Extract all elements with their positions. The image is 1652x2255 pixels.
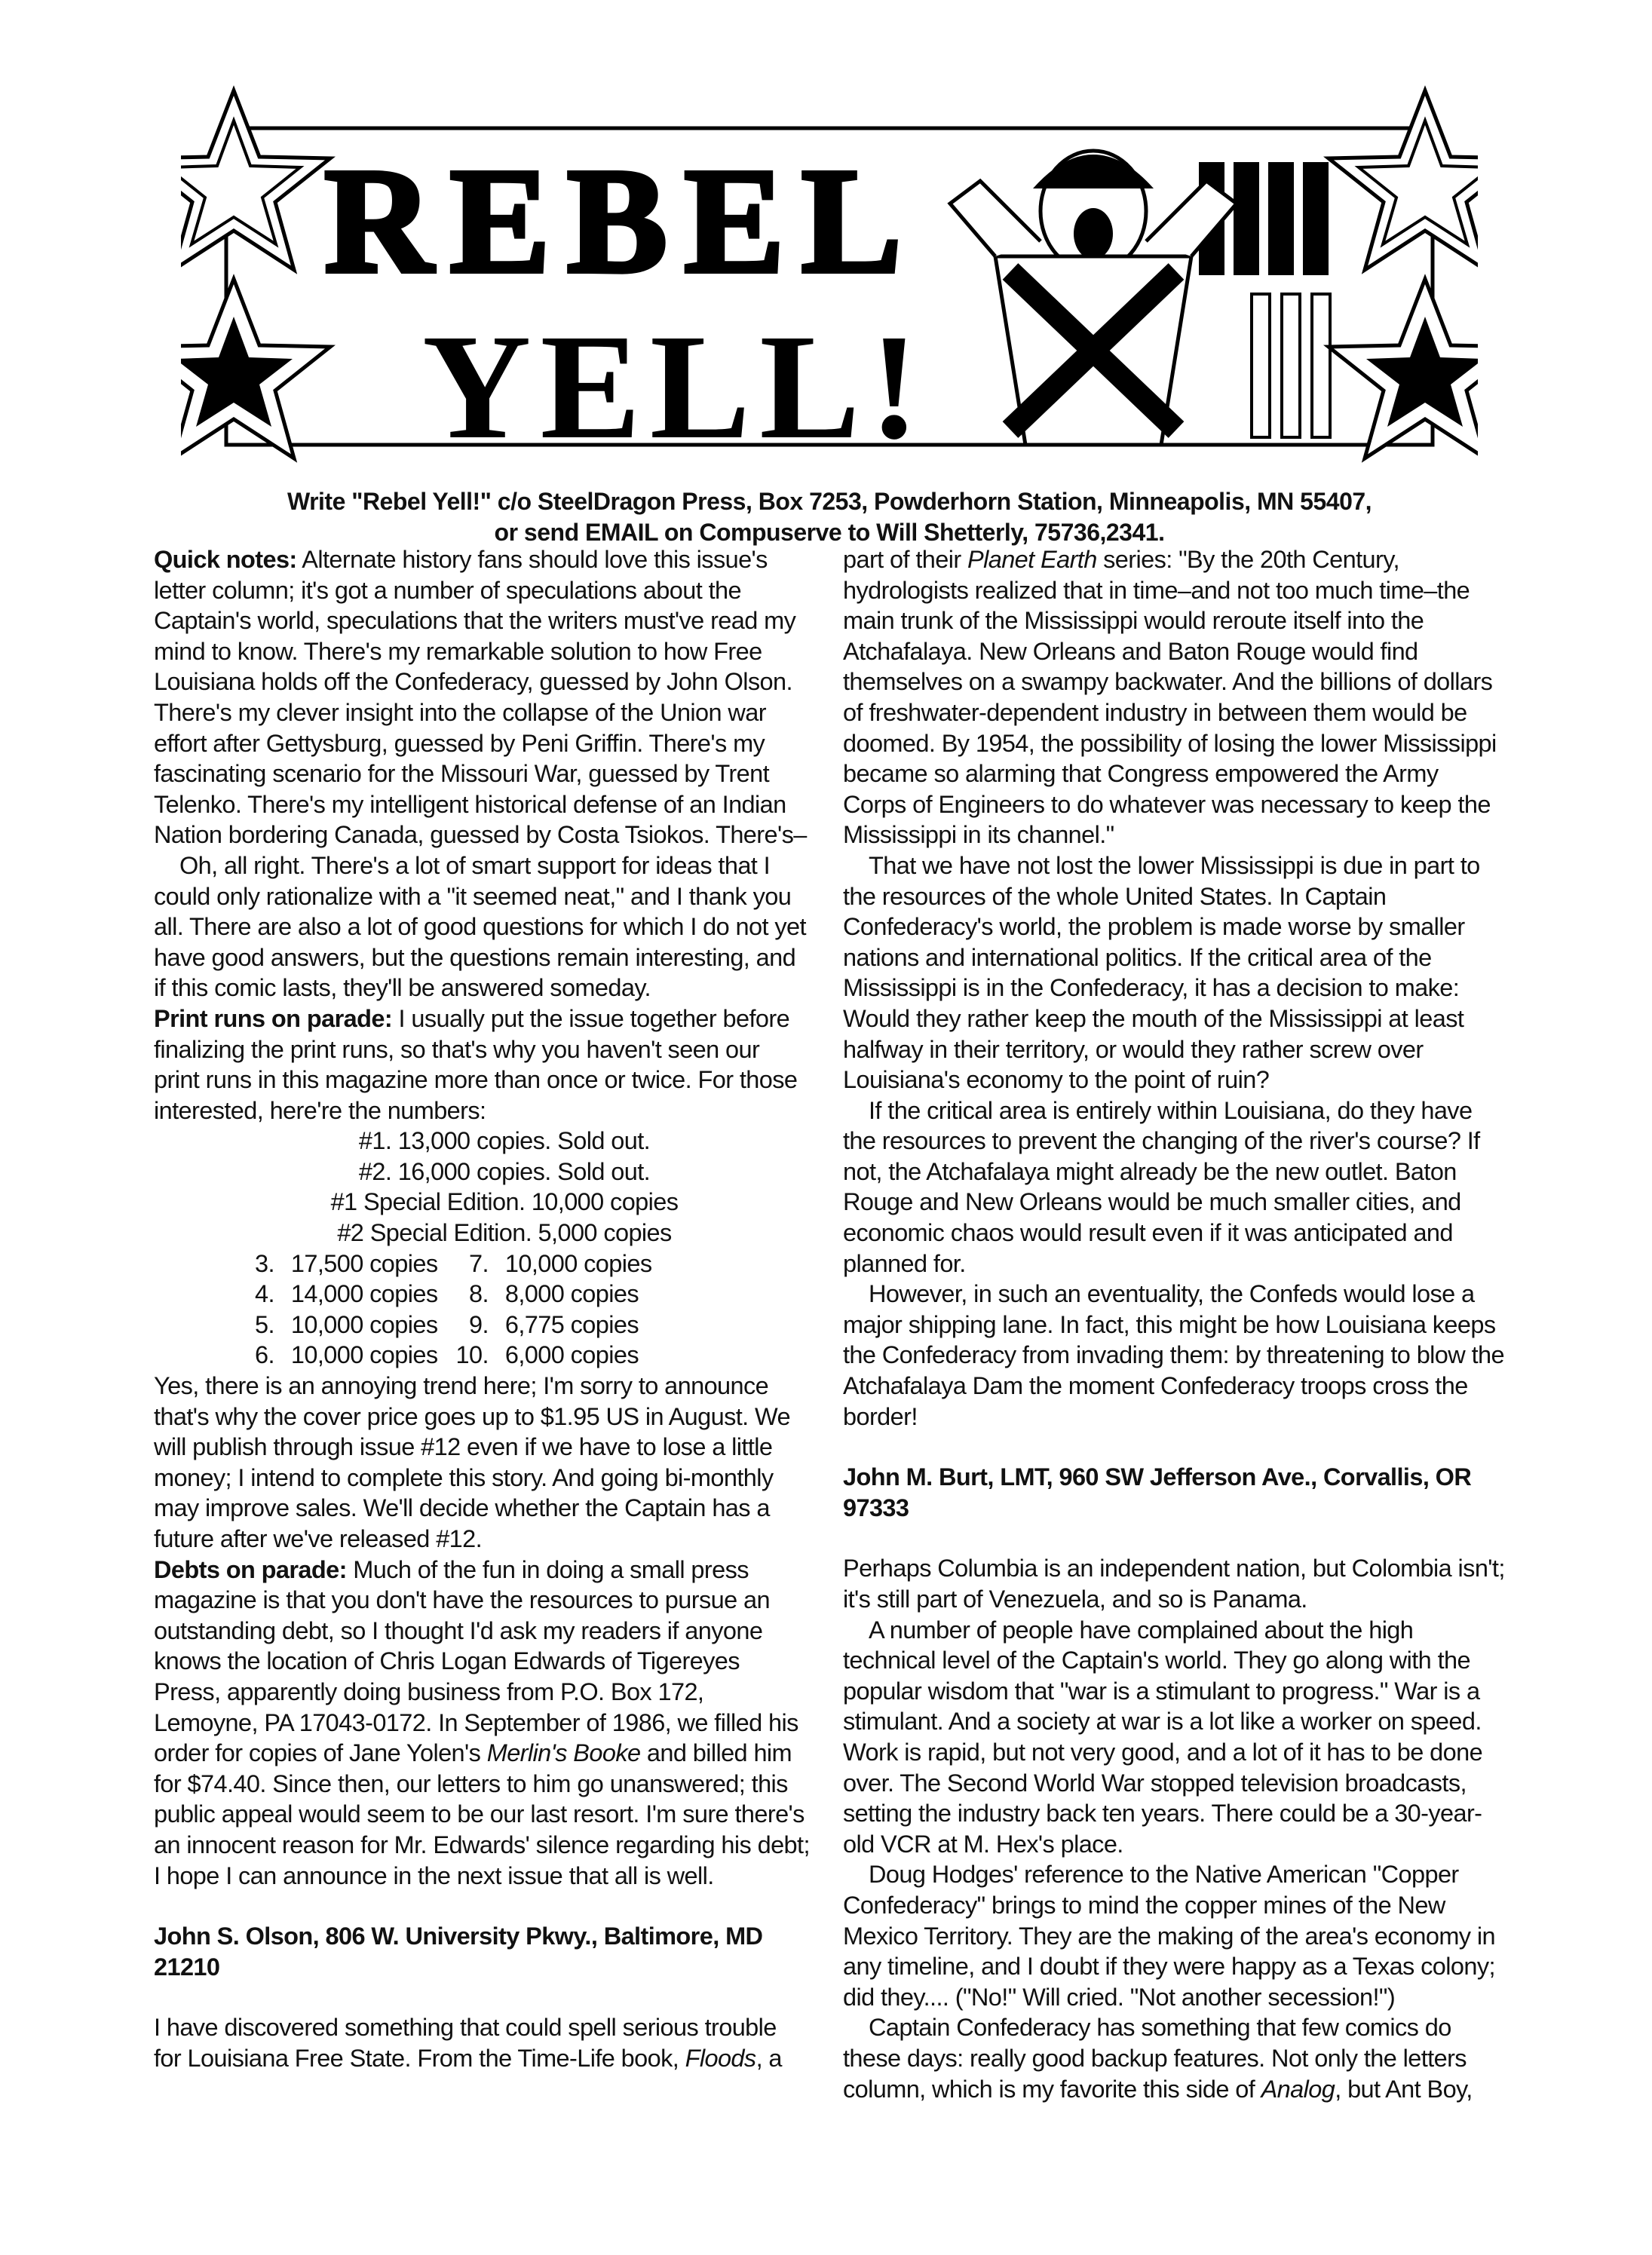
captain-figure-illustration <box>950 151 1237 445</box>
banner-title-top: REBEL <box>324 138 919 305</box>
letter-text: series: "By the 20th Century, hydrologists realized that in time–and not too much time–the main trunk of the Mississippi would reroute itself into the Atchafalaya. New Orleans and Baton Rouge would find themselves on a swampy backwater. And the billions of dollars of freshwater-dependent industry in between them would be doomed. By 1954, the possibility of losing the lower Mississippi became so alarming that Congress empowered the Army Corps of Engineers to do whatever was necessary to keep the Mississippi in its channel." <box>843 546 1497 849</box>
letter-text: part of their <box>843 546 968 573</box>
table-row <box>246 1340 660 1371</box>
issue-number: 9. <box>468 1310 489 1338</box>
print-run-line: #2 Special Edition. 5,000 copies <box>337 1219 672 1247</box>
star-icon <box>181 279 330 458</box>
issue-number: 10. <box>455 1341 489 1369</box>
table-row <box>246 1310 660 1340</box>
address-line-1: Write "Rebel Yell!" c/o SteelDragon Press, Box 7253, Powderhorn Station, Minneapolis, MN 55407, <box>287 488 1372 515</box>
book-title: Merlin's Booke <box>486 1739 641 1767</box>
star-icon <box>1329 90 1478 270</box>
print-run-line: #1 Special Edition. 10,000 copies <box>330 1188 679 1216</box>
print-runs-paragraph <box>154 1003 810 1126</box>
right-column <box>843 544 1506 2104</box>
print-runs-text: I usually put the issue together before finalizing the print runs, so that's why you haven't seen our print runs in this magazine more than once or twice. For those interested, here're the numbers: <box>154 1004 798 1124</box>
copies: 10,000 copies <box>290 1341 438 1369</box>
print-run-line: #1. 13,000 copies. Sold out. <box>358 1127 651 1155</box>
series-title: Planet Earth <box>967 546 1097 573</box>
issue-number: 4. <box>255 1280 274 1308</box>
rebel-yell-banner <box>181 83 1478 475</box>
letter-paragraph: If the critical area is entirely within Louisiana, do they have the resources to prevent the changing of the river's course? If not, the Atchafalaya might already be the new outlet. Baton Rouge and New Orleans would be much smaller cities, and economic chaos would result even if it was anticipated and planned for. <box>843 1096 1480 1277</box>
oh-all-right-paragraph: Oh, all right. There's a lot of smart support for ideas that I could only rationalize with a "it seemed neat," and I thank you all. There are also a lot of good questions for which I do not yet have good answers, but the questions remain interesting, and if this comic lasts, they'll be answered someday. <box>154 851 806 1002</box>
trend-paragraph: Yes, there is an annoying trend here; I'm sorry to announce that's why the cover price goes up to $1.95 US in August. We will publish through issue #12 even if we have to lose a little money; I intend to complete this story. And going bi-monthly may improve sales. We'll decide whether the Captain has a future after we've released #12. <box>154 1372 790 1552</box>
letter-text: Captain Confederacy has something that few comics do these days: really good backup features. Not only the letters column, which is my favorite this side of <box>843 2014 1467 2103</box>
magazine-title: Analog <box>1261 2075 1335 2103</box>
debts-text: Much of the fun in doing a small press magazine is that you don't have the resources to pursue an outstanding debt, so I thought I'd ask my readers if anyone knows the location of Chris Logan Edwards of Tigereyes Press, apparently doing business from P.O. Box 172, Lemoyne, PA 17043-0172. In September of 1986, we filled his order for copies of Jane Yolen's <box>154 1555 798 1767</box>
debts-label: Debts on parade: <box>154 1555 347 1583</box>
print-run-line: #2. 16,000 copies. Sold out. <box>358 1157 651 1185</box>
issue-number: 3. <box>255 1249 274 1277</box>
letter-text: , a <box>756 2044 782 2072</box>
address-line-2: or send EMAIL on Compuserve to Will Shetterly, 75736,2341. <box>494 519 1165 546</box>
book-title: Floods <box>685 2044 756 2072</box>
letter-paragraph: However, in such an eventuality, the Confeds would lose a major shipping lane. In fact, this might be how Louisiana keeps the Confederacy from invading them: by threatening to blow the Atchafalaya Dam the moment Confederacy troops cross the border! <box>843 1280 1504 1430</box>
table-row <box>246 1249 660 1279</box>
olson-letter-continued <box>843 544 1506 850</box>
debts-text-2: and billed him for $74.40. Since then, our letters to him go unanswered; this public appeal would seem to be our last resort. I'm sure there's an innocent reason for Mr. Edwards' silence regarding his debt; I hope I can announce in the next issue that all is well. <box>154 1739 810 1889</box>
star-icon <box>1329 279 1478 458</box>
letter-paragraph: Perhaps Columbia is an independent nation, but Colombia isn't; it's still part of Venezuela, and so is Panama. <box>843 1555 1505 1613</box>
letter-signature: John M. Burt, LMT, 960 SW Jefferson Ave., Corvallis, OR 97333 <box>843 1463 1472 1521</box>
table-row <box>246 1279 660 1310</box>
print-runs-table <box>246 1249 660 1371</box>
issue-number: 8. <box>468 1280 489 1308</box>
copies: 10,000 copies <box>504 1249 652 1277</box>
debts-paragraph <box>154 1555 810 1892</box>
letter-paragraph: That we have not lost the lower Mississippi is due in part to the resources of the whole United States. In Captain Confederacy's world, the problem is made worse by smaller nations and international politics. If the critical area of the Mississippi is in the Confederacy, it has a decision to make: Would they rather keep the mouth of the Mississippi at least halfway in their territory, or would they rather screw over Louisiana's economy to the point of ruin? <box>843 851 1480 1094</box>
banner-title-bottom: YELL! <box>422 304 929 470</box>
letter-paragraph: A number of people have complained about the high technical level of the Captain's world. They go along with the popular wisdom that "war is a stimulant to progress." War is a stimulant. And a society at war is a lot like a worker on speed. Work is rapid, but not very good, and a lot of it has to be done over. The Second World War stopped television broadcasts, setting the industry back ten years. There could be a 30-year-old VCR at M. Hex's place. <box>843 1616 1483 1858</box>
letter-text: , but Ant Boy, <box>1335 2075 1473 2103</box>
print-runs-label: Print runs on parade: <box>154 1004 393 1032</box>
letter-text: I have discovered something that could spell serious trouble for Louisiana Free State. From the Time-Life book, <box>154 2014 777 2072</box>
copies: 17,500 copies <box>290 1249 438 1277</box>
quick-notes-label: Quick notes: <box>154 546 297 573</box>
copies: 14,000 copies <box>290 1280 438 1308</box>
copies: 8,000 copies <box>504 1280 639 1308</box>
issue-number: 5. <box>255 1310 274 1338</box>
letter-signature: John S. Olson, 806 W. University Pkwy., Baltimore, MD 21210 <box>154 1923 763 1981</box>
star-icon <box>181 90 330 270</box>
copies: 10,000 copies <box>290 1310 438 1338</box>
letter-paragraph <box>843 2012 1506 2104</box>
issue-number: 7. <box>468 1249 489 1277</box>
letter-paragraph: Doug Hodges' reference to the Native American "Copper Confederacy" brings to mind the copper mines of the New Mexico Territory. They are the making of the area's economy in any timeline, and I doubt if they were happy as a Texas colony; did they.... ("No!" Will cried. "Not another secession!") <box>843 1861 1495 2011</box>
quick-notes-paragraph <box>154 544 810 850</box>
olson-letter-start <box>154 2012 810 2073</box>
issue-number: 6. <box>255 1341 274 1369</box>
left-column <box>154 544 810 2074</box>
quick-notes-text: Alternate history fans should love this issue's letter column; it's got a number of speculations about the Captain's world, speculations that the writers must've read my mind to know. There's my remarkable solution to how Free Louisiana holds off the Confederacy, guessed by John Olson. There's my clever insight into the collapse of the Union war effort after Gettysburg, guessed by Peni Griffin. There's my fascinating scenario for the Missouri War, guessed by Trent Telenko. There's my intelligent historical defense of an Indian Nation bordering Canada, guessed by Costa Tsiokos. There's– <box>154 546 807 849</box>
copies: 6,000 copies <box>504 1341 639 1369</box>
copies: 6,775 copies <box>504 1310 639 1338</box>
